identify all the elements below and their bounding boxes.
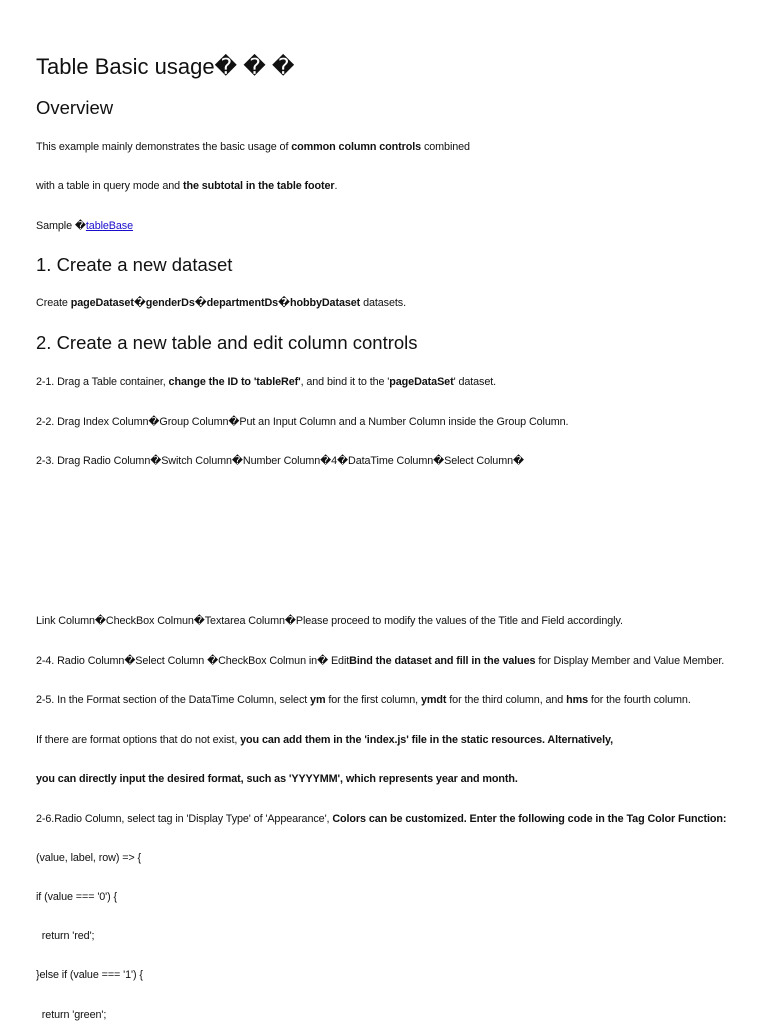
step-2-4	[36, 654, 724, 668]
format-note-line-1	[36, 733, 613, 747]
step-bold-text: pageDataSet	[389, 376, 454, 388]
step-text: 2-6.Radio Column, select tag in 'Display Type' of 'Appearance',	[36, 813, 333, 825]
overview-heading: Overview	[36, 97, 114, 118]
step-2-3: 2-3. Drag Radio Column�Switch Column�Number Column�4�DataTime Column�Select Column�	[36, 455, 524, 467]
sample-label: Sample �	[36, 220, 86, 232]
sample-line	[36, 219, 133, 233]
step-bold-text: Colors can be customized. Enter the following code in the Tag Color Function:	[332, 813, 727, 825]
step-bold-text: change the ID to 'tableRef'	[168, 376, 301, 388]
step-2-5	[36, 693, 691, 707]
format-ym: ym	[310, 694, 326, 706]
overview-bold-text: common column controls	[291, 141, 422, 153]
section-1-bold-text: pageDataset�genderDs�departmentDs�hobbyDataset	[70, 297, 361, 309]
section-1-text: Create	[36, 297, 71, 309]
step-text: 2-4. Radio Column�Select Column �CheckBox Colmun in� Edit	[36, 655, 350, 667]
code-line: if (value === '0') {	[36, 891, 118, 903]
step-text: 2-1. Drag a Table container,	[36, 376, 169, 388]
overview-paragraph-line-2	[36, 179, 337, 193]
step-text: for the fourth column.	[588, 694, 691, 706]
format-hms: hms	[566, 694, 589, 706]
step-text: for Display Member and Value Member.	[535, 655, 725, 667]
code-line: }else if (value === '1') {	[36, 969, 143, 981]
overview-bold-text: the subtotal in the table footer	[182, 180, 335, 192]
step-2-2: 2-2. Drag Index Column�Group Column�Put an Input Column and a Number Column inside the Group Column.	[36, 416, 569, 428]
note-text: If there are format options that do not exist,	[36, 734, 241, 746]
section-1-heading: 1. Create a new dataset	[36, 254, 233, 275]
step-2-6	[36, 812, 726, 826]
overview-text: combined	[421, 141, 470, 153]
section-1-paragraph	[36, 296, 406, 310]
step-text: 2-5. In the Format section of the DataTime Column, select	[36, 694, 311, 706]
sample-link-tablebase[interactable]: tableBase	[85, 220, 134, 232]
step-2-3-continued: Link Column�CheckBox Colmun�Textarea Column�Please proceed to modify the values of the Title and Field accordingly.	[36, 615, 623, 627]
overview-text: This example mainly demonstrates the basic usage of	[36, 141, 292, 153]
overview-text: .	[334, 180, 338, 192]
step-text: for the first column,	[325, 694, 421, 706]
note-bold-text: you can add them in the 'index.js' file in the static resources. Alternatively,	[240, 734, 613, 746]
section-1-text: datasets.	[360, 297, 406, 309]
step-text: for the third column, and	[446, 694, 567, 706]
section-2-heading: 2. Create a new table and edit column controls	[36, 332, 418, 353]
overview-paragraph-line-1	[36, 140, 470, 154]
step-text: , and bind it to the '	[300, 376, 390, 388]
code-line: (value, label, row) => {	[36, 852, 142, 864]
page-title: Table Basic usage� � �	[36, 54, 295, 79]
overview-text: with a table in query mode and	[36, 180, 183, 192]
format-note-line-2	[36, 772, 518, 786]
note-bold-text: you can directly input the desired format, such as 'YYYYMM', which represents year and month.	[36, 773, 518, 785]
step-bold-text: Bind the dataset and fill in the values	[349, 655, 536, 667]
step-2-1	[36, 375, 496, 389]
step-text: ' dataset.	[453, 376, 497, 388]
code-line: return 'red';	[36, 930, 95, 942]
format-ymdt: ymdt	[420, 694, 447, 706]
code-line: return 'green';	[36, 1009, 107, 1021]
